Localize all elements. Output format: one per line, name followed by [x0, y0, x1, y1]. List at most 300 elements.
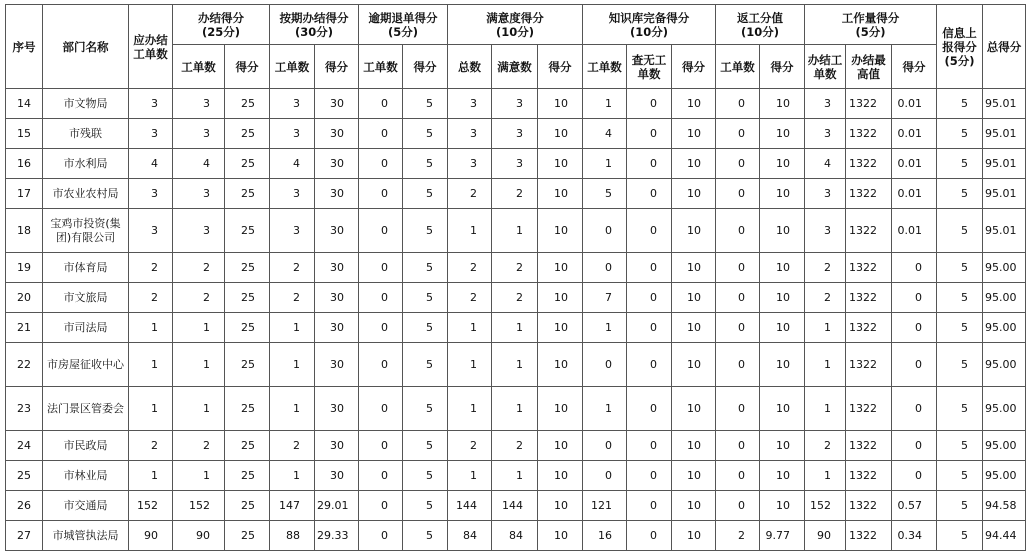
cell-value: 10 — [672, 209, 716, 253]
group-weight: (5分) — [855, 24, 886, 39]
cell-value: 10 — [672, 179, 716, 209]
cell-value: 5 — [403, 491, 448, 521]
header-group-knowledge — [583, 5, 716, 45]
cell-value: 5 — [937, 179, 983, 209]
cell-value: 2 — [805, 283, 846, 313]
cell-value: 2 — [492, 253, 538, 283]
cell-value: 10 — [672, 313, 716, 343]
cell-value: 84 — [492, 521, 538, 551]
cell-seq: 27 — [6, 521, 43, 551]
cell-value: 5 — [937, 491, 983, 521]
cell-value: 3 — [805, 119, 846, 149]
cell-value: 0 — [359, 283, 403, 313]
cell-value: 88 — [270, 521, 315, 551]
cell-value: 10 — [760, 179, 805, 209]
cell-seq: 16 — [6, 149, 43, 179]
cell-value: 0 — [359, 313, 403, 343]
cell-value: 30 — [315, 431, 359, 461]
cell-value: 30 — [315, 283, 359, 313]
cell-value: 0 — [627, 209, 672, 253]
cell-dept: 市林业局 — [43, 461, 129, 491]
cell-value: 25 — [225, 119, 270, 149]
group-title: 办结得分 — [198, 10, 244, 25]
group-title: 满意度得分 — [486, 10, 544, 25]
cell-value: 25 — [225, 431, 270, 461]
header-seq: 序号 — [6, 5, 43, 89]
cell-value: 3 — [173, 119, 225, 149]
cell-value: 1 — [173, 313, 225, 343]
group-weight: (10分) — [496, 24, 535, 39]
cell-value: 0 — [892, 431, 937, 461]
group-title: 逾期退单得分 — [368, 10, 438, 25]
cell-value: 0 — [359, 521, 403, 551]
subheader: 工单数 — [359, 45, 403, 89]
cell-value: 10 — [672, 521, 716, 551]
cell-value: 2 — [448, 253, 492, 283]
cell-value: 0 — [583, 209, 627, 253]
cell-value: 10 — [672, 283, 716, 313]
cell-value: 0 — [716, 209, 760, 253]
cell-value: 144 — [448, 491, 492, 521]
cell-value: 1 — [129, 461, 173, 491]
subheader: 工单数 — [270, 45, 315, 89]
cell-value: 1322 — [846, 283, 892, 313]
cell-value: 2 — [492, 179, 538, 209]
cell-value: 10 — [672, 343, 716, 387]
cell-value: 1 — [492, 209, 538, 253]
cell-value: 2 — [805, 431, 846, 461]
cell-value: 144 — [492, 491, 538, 521]
subheader: 得分 — [403, 45, 448, 89]
cell-value: 5 — [403, 89, 448, 119]
cell-value: 1 — [448, 209, 492, 253]
header-group-done — [173, 5, 270, 45]
cell-value: 1322 — [846, 209, 892, 253]
cell-value: 30 — [315, 119, 359, 149]
cell-value: 2 — [173, 253, 225, 283]
table-row — [6, 179, 1026, 209]
cell-value: 10 — [538, 209, 583, 253]
cell-value: 30 — [315, 89, 359, 119]
cell-value: 0 — [627, 343, 672, 387]
cell-value: 2 — [129, 431, 173, 461]
subheader: 办结工单数 — [805, 45, 846, 89]
cell-value: 0 — [627, 431, 672, 461]
cell-value: 30 — [315, 179, 359, 209]
subheader: 工单数 — [583, 45, 627, 89]
cell-value: 2 — [492, 283, 538, 313]
cell-value: 3 — [492, 89, 538, 119]
cell-value: 2 — [448, 179, 492, 209]
cell-value: 29.33 — [315, 521, 359, 551]
subheader: 满意数 — [492, 45, 538, 89]
cell-value: 1 — [492, 387, 538, 431]
cell-value: 25 — [225, 209, 270, 253]
subheader: 工单数 — [716, 45, 760, 89]
cell-value: 10 — [538, 179, 583, 209]
cell-value: 25 — [225, 343, 270, 387]
cell-value: 0 — [716, 149, 760, 179]
cell-value: 10 — [672, 431, 716, 461]
cell-value: 5 — [937, 521, 983, 551]
cell-value: 10 — [760, 343, 805, 387]
cell-value: 25 — [225, 461, 270, 491]
cell-value: 10 — [672, 149, 716, 179]
table-row — [6, 491, 1026, 521]
cell-value: 3 — [448, 149, 492, 179]
cell-value: 4 — [805, 149, 846, 179]
cell-value: 0.01 — [892, 149, 937, 179]
cell-value: 90 — [129, 521, 173, 551]
cell-value: 0 — [716, 119, 760, 149]
group-title: 返工分值 — [737, 10, 784, 25]
header-group-overdue — [359, 5, 448, 45]
cell-value: 0 — [627, 119, 672, 149]
cell-value: 1 — [492, 313, 538, 343]
cell-value: 4 — [583, 119, 627, 149]
cell-value: 25 — [225, 387, 270, 431]
cell-dept: 市民政局 — [43, 431, 129, 461]
cell-value: 3 — [448, 89, 492, 119]
cell-value: 1322 — [846, 89, 892, 119]
subheader: 得分 — [225, 45, 270, 89]
cell-value: 10 — [672, 89, 716, 119]
cell-value: 5 — [937, 283, 983, 313]
cell-value: 10 — [538, 431, 583, 461]
cell-value: 1322 — [846, 431, 892, 461]
cell-value: 0 — [716, 431, 760, 461]
cell-value: 10 — [760, 491, 805, 521]
table-body — [6, 89, 1026, 551]
cell-value: 5 — [937, 431, 983, 461]
cell-seq: 17 — [6, 179, 43, 209]
cell-value: 5 — [937, 313, 983, 343]
cell-seq: 22 — [6, 343, 43, 387]
cell-value: 0 — [359, 179, 403, 209]
cell-value: 1322 — [846, 313, 892, 343]
cell-value: 5 — [403, 179, 448, 209]
cell-value: 95.01 — [983, 209, 1026, 253]
cell-dept: 市城管执法局 — [43, 521, 129, 551]
cell-value: 10 — [538, 461, 583, 491]
cell-value: 0 — [359, 343, 403, 387]
cell-value: 0 — [716, 283, 760, 313]
cell-value: 90 — [805, 521, 846, 551]
cell-value: 0 — [359, 119, 403, 149]
cell-value: 10 — [760, 283, 805, 313]
cell-value: 0 — [627, 149, 672, 179]
cell-value: 1 — [492, 461, 538, 491]
cell-value: 10 — [760, 149, 805, 179]
cell-value: 2 — [716, 521, 760, 551]
cell-value: 5 — [937, 253, 983, 283]
cell-seq: 21 — [6, 313, 43, 343]
cell-value: 5 — [937, 119, 983, 149]
cell-value: 10 — [538, 491, 583, 521]
cell-value: 0 — [627, 521, 672, 551]
cell-value: 10 — [672, 119, 716, 149]
header-dept: 部门名称 — [43, 5, 129, 89]
table-row — [6, 343, 1026, 387]
subheader: 得分 — [760, 45, 805, 89]
cell-dept: 市农业农村局 — [43, 179, 129, 209]
cell-value: 16 — [583, 521, 627, 551]
cell-value: 0 — [716, 387, 760, 431]
cell-value: 95.00 — [983, 387, 1026, 431]
cell-value: 1 — [173, 343, 225, 387]
cell-value: 84 — [448, 521, 492, 551]
header-info: 信息上报得分(5分) — [937, 5, 983, 89]
cell-value: 0 — [627, 89, 672, 119]
cell-value: 1322 — [846, 179, 892, 209]
cell-value: 1 — [129, 387, 173, 431]
cell-value: 25 — [225, 521, 270, 551]
cell-value: 3 — [492, 149, 538, 179]
cell-value: 5 — [937, 209, 983, 253]
cell-value: 25 — [225, 313, 270, 343]
group-title: 知识库完备得分 — [608, 10, 690, 25]
cell-dept: 宝鸡市投资(集团)有限公司 — [43, 209, 129, 253]
cell-value: 10 — [760, 209, 805, 253]
cell-value: 95.00 — [983, 313, 1026, 343]
cell-value: 10 — [672, 461, 716, 491]
cell-seq: 23 — [6, 387, 43, 431]
cell-value: 1 — [448, 461, 492, 491]
subheader: 得分 — [672, 45, 716, 89]
cell-dept: 市体育局 — [43, 253, 129, 283]
cell-value: 95.01 — [983, 119, 1026, 149]
cell-value: 9.77 — [760, 521, 805, 551]
cell-value: 10 — [760, 431, 805, 461]
cell-value: 0 — [892, 461, 937, 491]
cell-value: 0 — [583, 461, 627, 491]
cell-value: 5 — [403, 119, 448, 149]
cell-value: 152 — [173, 491, 225, 521]
cell-value: 95.00 — [983, 461, 1026, 491]
cell-seq: 26 — [6, 491, 43, 521]
cell-value: 0.01 — [892, 89, 937, 119]
cell-value: 2 — [448, 431, 492, 461]
cell-dept: 市司法局 — [43, 313, 129, 343]
cell-value: 3 — [805, 209, 846, 253]
group-weight: (5分) — [387, 24, 418, 39]
cell-value: 3 — [270, 209, 315, 253]
cell-value: 0 — [892, 343, 937, 387]
cell-value: 3 — [173, 179, 225, 209]
cell-value: 1 — [270, 461, 315, 491]
table-row — [6, 387, 1026, 431]
cell-value: 5 — [403, 431, 448, 461]
cell-value: 2 — [270, 253, 315, 283]
cell-value: 10 — [760, 253, 805, 283]
subheader: 总数 — [448, 45, 492, 89]
cell-value: 1322 — [846, 149, 892, 179]
cell-value: 1322 — [846, 461, 892, 491]
group-weight: (10分) — [741, 24, 780, 39]
cell-value: 10 — [538, 283, 583, 313]
subheader: 得分 — [315, 45, 359, 89]
subheader: 办结最高值 — [846, 45, 892, 89]
cell-value: 0 — [716, 253, 760, 283]
cell-value: 0 — [359, 253, 403, 283]
cell-value: 30 — [315, 209, 359, 253]
cell-value: 0 — [359, 209, 403, 253]
cell-value: 10 — [760, 89, 805, 119]
cell-value: 5 — [403, 313, 448, 343]
cell-value: 1 — [173, 461, 225, 491]
cell-value: 29.01 — [315, 491, 359, 521]
cell-value: 30 — [315, 149, 359, 179]
cell-value: 4 — [173, 149, 225, 179]
cell-value: 1 — [448, 343, 492, 387]
cell-seq: 20 — [6, 283, 43, 313]
cell-value: 25 — [225, 253, 270, 283]
cell-value: 0 — [627, 491, 672, 521]
cell-value: 5 — [583, 179, 627, 209]
cell-seq: 15 — [6, 119, 43, 149]
header-group-ontime — [270, 5, 359, 45]
cell-value: 25 — [225, 283, 270, 313]
cell-value: 0 — [627, 461, 672, 491]
cell-value: 2 — [492, 431, 538, 461]
cell-value: 5 — [403, 387, 448, 431]
cell-value: 0.01 — [892, 209, 937, 253]
cell-value: 25 — [225, 491, 270, 521]
cell-value: 5 — [403, 521, 448, 551]
cell-value: 4 — [129, 149, 173, 179]
cell-value: 0 — [627, 253, 672, 283]
cell-value: 5 — [403, 461, 448, 491]
cell-value: 10 — [538, 253, 583, 283]
cell-value: 30 — [315, 343, 359, 387]
cell-value: 0 — [359, 89, 403, 119]
cell-value: 94.58 — [983, 491, 1026, 521]
cell-value: 95.01 — [983, 179, 1026, 209]
cell-value: 2 — [173, 283, 225, 313]
cell-value: 2 — [173, 431, 225, 461]
cell-value: 3 — [129, 89, 173, 119]
cell-value: 2 — [129, 253, 173, 283]
cell-value: 3 — [129, 179, 173, 209]
cell-value: 95.01 — [983, 89, 1026, 119]
cell-value: 1 — [448, 387, 492, 431]
cell-value: 147 — [270, 491, 315, 521]
cell-value: 0 — [716, 179, 760, 209]
cell-value: 0 — [627, 387, 672, 431]
group-title: 按期办结得分 — [279, 10, 349, 25]
cell-value: 2 — [129, 283, 173, 313]
cell-value: 95.00 — [983, 253, 1026, 283]
cell-value: 1 — [583, 89, 627, 119]
cell-value: 0 — [359, 461, 403, 491]
cell-value: 0 — [627, 283, 672, 313]
cell-value: 1322 — [846, 119, 892, 149]
table-header — [6, 5, 1026, 89]
cell-value: 1 — [583, 387, 627, 431]
subheader: 得分 — [892, 45, 937, 89]
cell-value: 10 — [538, 149, 583, 179]
cell-value: 10 — [672, 491, 716, 521]
cell-value: 10 — [760, 313, 805, 343]
table-row — [6, 313, 1026, 343]
cell-value: 30 — [315, 253, 359, 283]
table-row — [6, 431, 1026, 461]
cell-seq: 24 — [6, 431, 43, 461]
cell-value: 3 — [270, 179, 315, 209]
cell-value: 0.34 — [892, 521, 937, 551]
cell-value: 7 — [583, 283, 627, 313]
cell-dept: 法门景区管委会 — [43, 387, 129, 431]
cell-value: 0 — [359, 431, 403, 461]
cell-value: 1 — [805, 461, 846, 491]
cell-value: 5 — [937, 149, 983, 179]
cell-value: 5 — [403, 343, 448, 387]
cell-value: 95.01 — [983, 149, 1026, 179]
table-row — [6, 209, 1026, 253]
cell-dept: 市文物局 — [43, 89, 129, 119]
table-row — [6, 253, 1026, 283]
table-row — [6, 461, 1026, 491]
cell-value: 5 — [403, 149, 448, 179]
cell-seq: 19 — [6, 253, 43, 283]
cell-value: 10 — [760, 461, 805, 491]
cell-value: 0 — [892, 387, 937, 431]
cell-value: 1 — [173, 387, 225, 431]
cell-value: 1322 — [846, 387, 892, 431]
cell-value: 95.00 — [983, 431, 1026, 461]
cell-value: 1322 — [846, 253, 892, 283]
table-row — [6, 119, 1026, 149]
cell-value: 5 — [403, 253, 448, 283]
cell-value: 5 — [937, 387, 983, 431]
cell-value: 1322 — [846, 491, 892, 521]
cell-value: 0 — [359, 149, 403, 179]
cell-value: 3 — [270, 119, 315, 149]
cell-value: 5 — [403, 283, 448, 313]
cell-value: 1 — [270, 387, 315, 431]
cell-value: 1 — [270, 343, 315, 387]
cell-value: 94.44 — [983, 521, 1026, 551]
cell-value: 10 — [760, 119, 805, 149]
cell-value: 10 — [538, 387, 583, 431]
cell-value: 0 — [627, 179, 672, 209]
header-group-return — [716, 5, 805, 45]
cell-value: 2 — [270, 283, 315, 313]
cell-value: 3 — [805, 179, 846, 209]
cell-seq: 18 — [6, 209, 43, 253]
table-row — [6, 149, 1026, 179]
cell-value: 10 — [760, 387, 805, 431]
cell-value: 0.01 — [892, 179, 937, 209]
cell-value: 0 — [359, 491, 403, 521]
cell-value: 0 — [892, 283, 937, 313]
cell-value: 30 — [315, 387, 359, 431]
cell-value: 5 — [403, 209, 448, 253]
cell-dept: 市残联 — [43, 119, 129, 149]
cell-value: 4 — [270, 149, 315, 179]
cell-value: 0 — [716, 461, 760, 491]
cell-value: 0 — [583, 253, 627, 283]
cell-value: 0 — [716, 89, 760, 119]
cell-value: 3 — [448, 119, 492, 149]
cell-value: 25 — [225, 179, 270, 209]
cell-value: 0 — [583, 343, 627, 387]
cell-value: 25 — [225, 89, 270, 119]
cell-value: 10 — [538, 313, 583, 343]
group-title: 工作量得分 — [841, 10, 900, 25]
cell-value: 1322 — [846, 521, 892, 551]
cell-value: 0 — [892, 253, 937, 283]
